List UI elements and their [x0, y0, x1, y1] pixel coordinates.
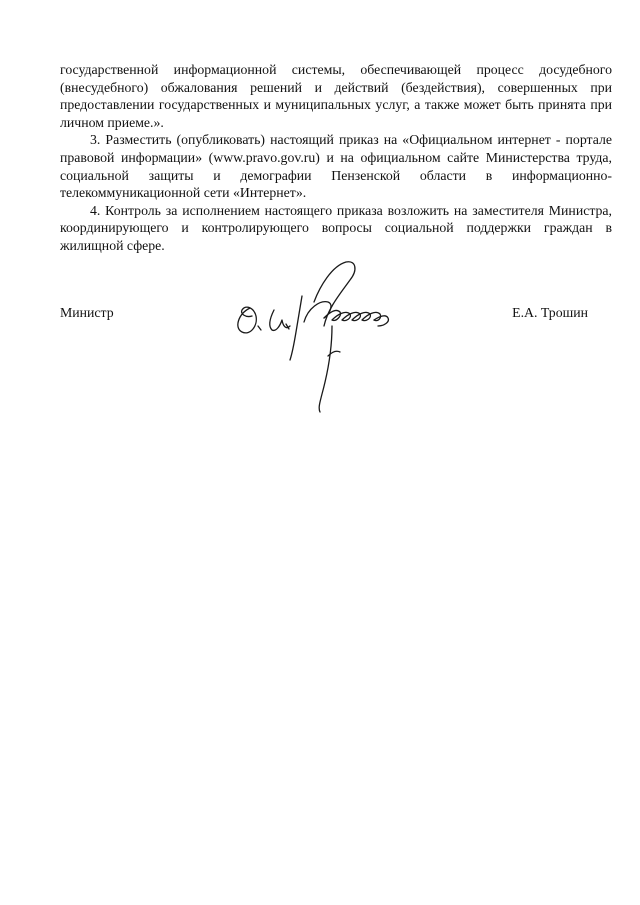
paragraph-item-3: 3. Разместить (опубликовать) настоящий приказ на «Официальном интернет - портале правовой информации» (www.pravo.gov.ru) и на официальном сайте Министерства труда, социальной защиты и демографии Пензенской области в информационно-телекоммуникационной сети «Интернет».	[60, 132, 612, 201]
signatory-name: Е.А. Трошин	[512, 305, 588, 320]
document-body	[60, 61, 612, 255]
paragraph-item-4: 4. Контроль за исполнением настоящего приказа возложить на заместителя Министра, координирующего и контролирующего вопросы социальной поддержки граждан в жилищной сфере.	[60, 202, 612, 253]
handwritten-signature-icon	[228, 256, 398, 416]
paragraph-continuation: государственной информационной системы, обеспечивающей процесс досудебного (внесудебного) обжалования решений и действий (бездействия), совершенных при предоставлении государственных и муниципальных услуг, а также может быть принята при личном приеме.».	[60, 62, 612, 130]
signatory-position: Министр	[60, 305, 114, 320]
